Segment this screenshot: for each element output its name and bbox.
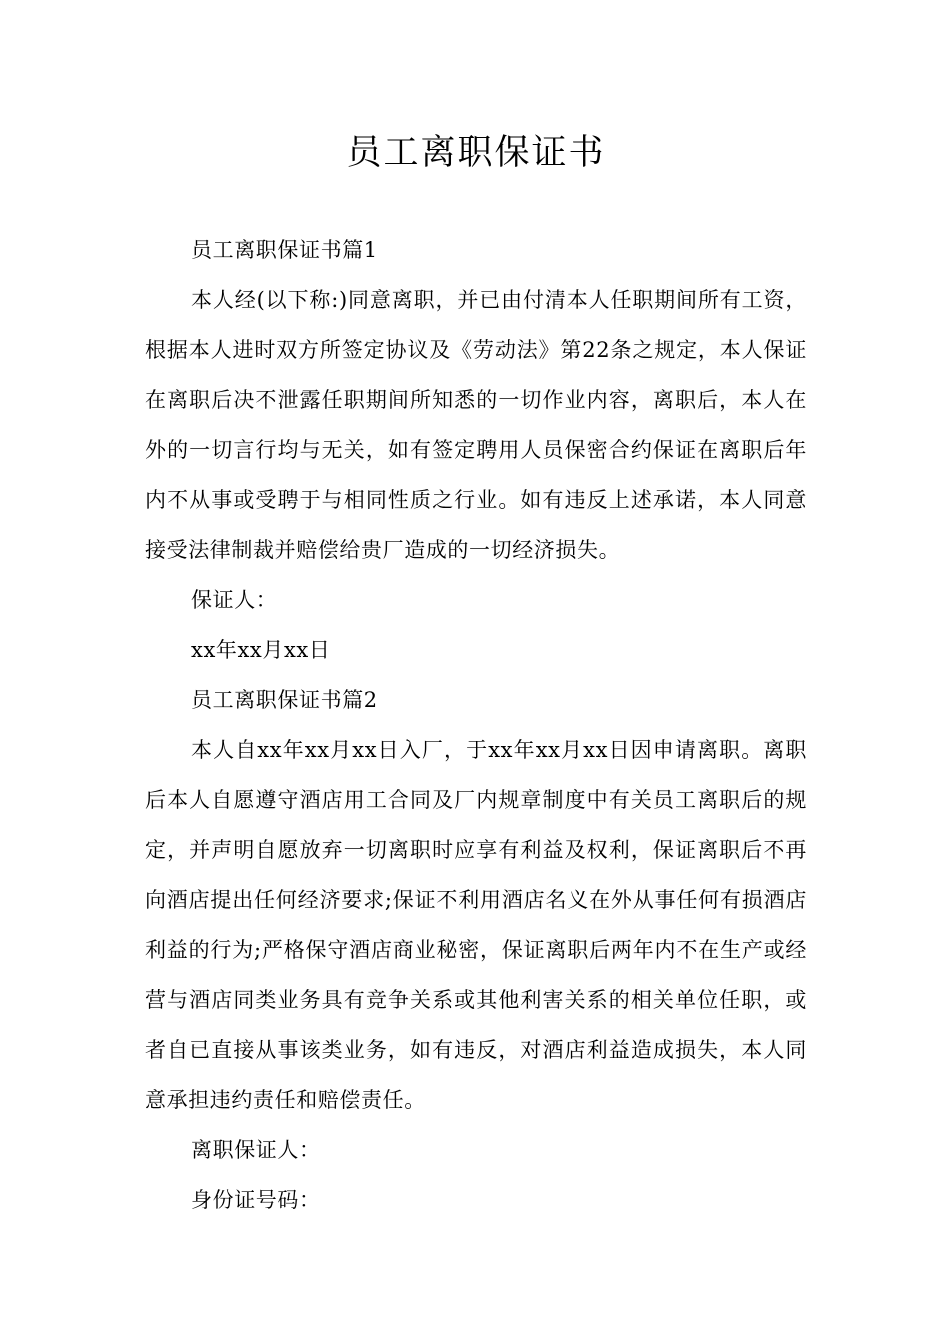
document-body <box>145 225 807 1225</box>
section1-heading: 员工离职保证书篇1 <box>191 238 378 262</box>
section1-guarantor-label: 保证人： <box>191 588 278 612</box>
section2-heading: 员工离职保证书篇2 <box>191 688 378 712</box>
section1-date: xx年xx月xx日 <box>191 638 331 662</box>
section2-guarantor-label: 离职保证人： <box>191 1138 321 1162</box>
section1-paragraph: 本人经(以下称:)同意离职，并已由付清本人任职期间所有工资，根据本人进时双方所签定协议及《劳动法》第22条之规定，本人保证在离职后决不泄露任职期间所知悉的一切作业内容，离职后，本人在外的一切言行均与无关，如有签定聘用人员保密合约保证在离职后年内不从事或受聘于与相同性质之行业。如有违反上述承诺，本人同意接受法律制裁并赔偿给贵厂造成的一切经济损失。 <box>145 288 807 562</box>
section2-paragraph: 本人自xx年xx月xx日入厂，于xx年xx月xx日因申请离职。离职后本人自愿遵守酒店用工合同及厂内规章制度中有关员工离职后的规定，并声明自愿放弃一切离职时应享有利益及权利，保证离职后不再向酒店提出任何经济要求;保证不利用酒店名义在外从事任何有损酒店利益的行为;严格保守酒店商业秘密，保证离职后两年内不在生产或经营与酒店同类业务具有竞争关系或其他利害关系的相关单位任职，或者自已直接从事该类业务，如有违反，对酒店利益造成损失，本人同意承担违约责任和赔偿责任。 <box>145 738 807 1112</box>
document-title: 员工离职保证书 <box>346 133 606 173</box>
section2-id-label: 身份证号码： <box>191 1188 321 1212</box>
